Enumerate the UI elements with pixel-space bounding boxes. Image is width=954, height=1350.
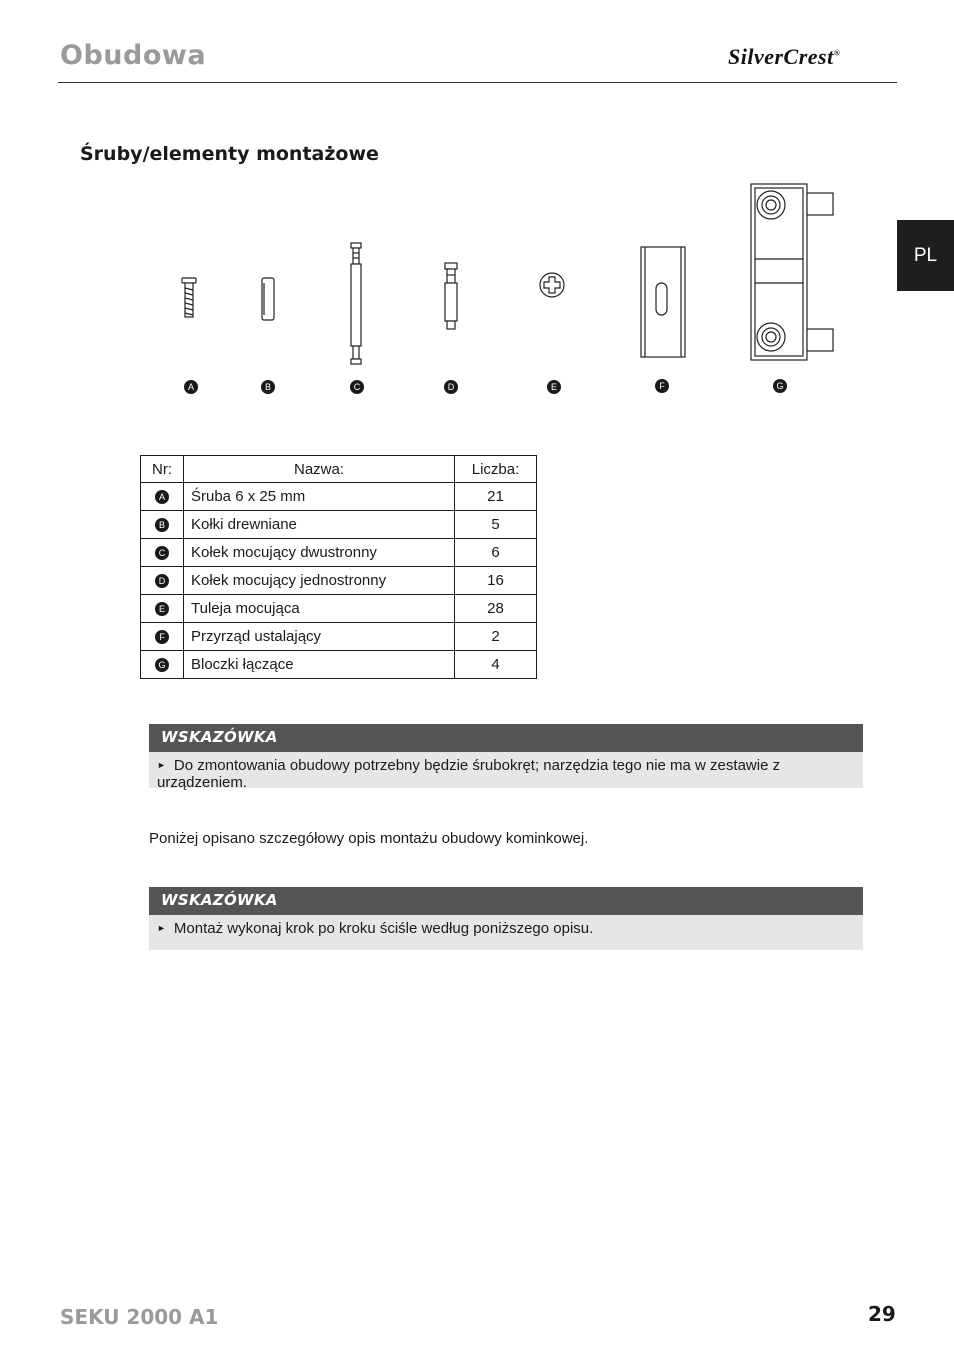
row-name-cell: Kołek mocujący dwustronny — [184, 539, 455, 567]
note-text: Montaż wykonaj krok po kroku ściśle według poniższego opisu. — [173, 920, 594, 937]
row-letter-badge: G — [155, 658, 169, 672]
row-nr-cell — [141, 595, 184, 623]
row-name-cell: Tuleja mocująca — [184, 595, 455, 623]
row-letter-badge: C — [155, 546, 169, 560]
page-number: 29 — [868, 1302, 896, 1326]
brand-registered-mark: ® — [833, 48, 841, 58]
row-name-cell: Kołki drewniane — [184, 511, 455, 539]
part-label-g: G — [773, 379, 787, 393]
table-row — [141, 623, 537, 651]
table-row — [141, 511, 537, 539]
part-c-double-pin — [351, 243, 361, 364]
row-name-cell: Kołek mocujący jednostronny — [184, 567, 455, 595]
row-qty-cell: 21 — [455, 483, 537, 511]
footer-model-name: SEKU 2000 A1 — [60, 1305, 219, 1329]
part-label-e: E — [547, 380, 561, 394]
column-header-qty: Liczba: — [455, 456, 537, 483]
parts-table — [140, 455, 537, 679]
row-qty-cell: 28 — [455, 595, 537, 623]
row-nr-cell — [141, 623, 184, 651]
note-box-tool — [149, 724, 863, 791]
brand-name: SilverCrest — [728, 44, 834, 69]
table-row — [141, 651, 537, 679]
row-name-cell: Bloczki łączące — [184, 651, 455, 679]
note-box-steps — [149, 887, 863, 950]
note-body — [149, 752, 863, 791]
row-name-cell: Śruba 6 x 25 mm — [184, 483, 455, 511]
row-letter-badge: E — [155, 602, 169, 616]
row-nr-cell — [141, 567, 184, 595]
note-text: Do zmontowania obudowy potrzebny będzie śrubokręt; narzędzia tego nie ma w zestawie z urządzeniem. — [157, 757, 781, 791]
language-tab: PL — [897, 220, 954, 291]
part-e-sleeve — [540, 273, 564, 297]
row-qty-cell: 6 — [455, 539, 537, 567]
row-name-cell: Przyrząd ustalający — [184, 623, 455, 651]
part-d-single-pin — [445, 263, 457, 329]
intro-paragraph: Poniżej opisano szczegółowy opis montażu obudowy kominkowej. — [149, 830, 589, 847]
row-qty-cell: 2 — [455, 623, 537, 651]
part-f-jig — [641, 247, 685, 357]
part-label-a: A — [184, 380, 198, 394]
row-letter-badge: D — [155, 574, 169, 588]
bullet-arrow-icon: ► — [157, 760, 166, 770]
page-header-title: Obudowa — [60, 40, 207, 71]
row-qty-cell: 16 — [455, 567, 537, 595]
row-letter-badge: B — [155, 518, 169, 532]
table-header-row — [141, 456, 537, 483]
part-label-f: F — [655, 379, 669, 393]
row-letter-badge: F — [155, 630, 169, 644]
note-heading: WSKAZÓWKA — [149, 887, 863, 915]
brand-logo — [728, 44, 840, 70]
row-nr-cell — [141, 511, 184, 539]
row-nr-cell — [141, 483, 184, 511]
note-heading: WSKAZÓWKA — [149, 724, 863, 752]
section-title: Śruby/elementy montażowe — [80, 143, 379, 165]
part-b-dowel — [262, 278, 274, 320]
part-label-c: C — [350, 380, 364, 394]
row-nr-cell — [141, 539, 184, 567]
part-a-screw — [182, 278, 196, 317]
table-row — [141, 539, 537, 567]
note-body — [149, 915, 863, 937]
part-label-b: B — [261, 380, 275, 394]
table-row — [141, 483, 537, 511]
table-row — [141, 567, 537, 595]
part-g-connector-block — [751, 184, 833, 360]
row-qty-cell: 5 — [455, 511, 537, 539]
part-label-d: D — [444, 380, 458, 394]
row-qty-cell: 4 — [455, 651, 537, 679]
bullet-arrow-icon: ► — [157, 923, 166, 933]
header-divider — [58, 82, 897, 83]
row-nr-cell — [141, 651, 184, 679]
parts-illustration — [0, 175, 954, 375]
table-row — [141, 595, 537, 623]
column-header-nr: Nr: — [141, 456, 184, 483]
column-header-name: Nazwa: — [184, 456, 455, 483]
row-letter-badge: A — [155, 490, 169, 504]
